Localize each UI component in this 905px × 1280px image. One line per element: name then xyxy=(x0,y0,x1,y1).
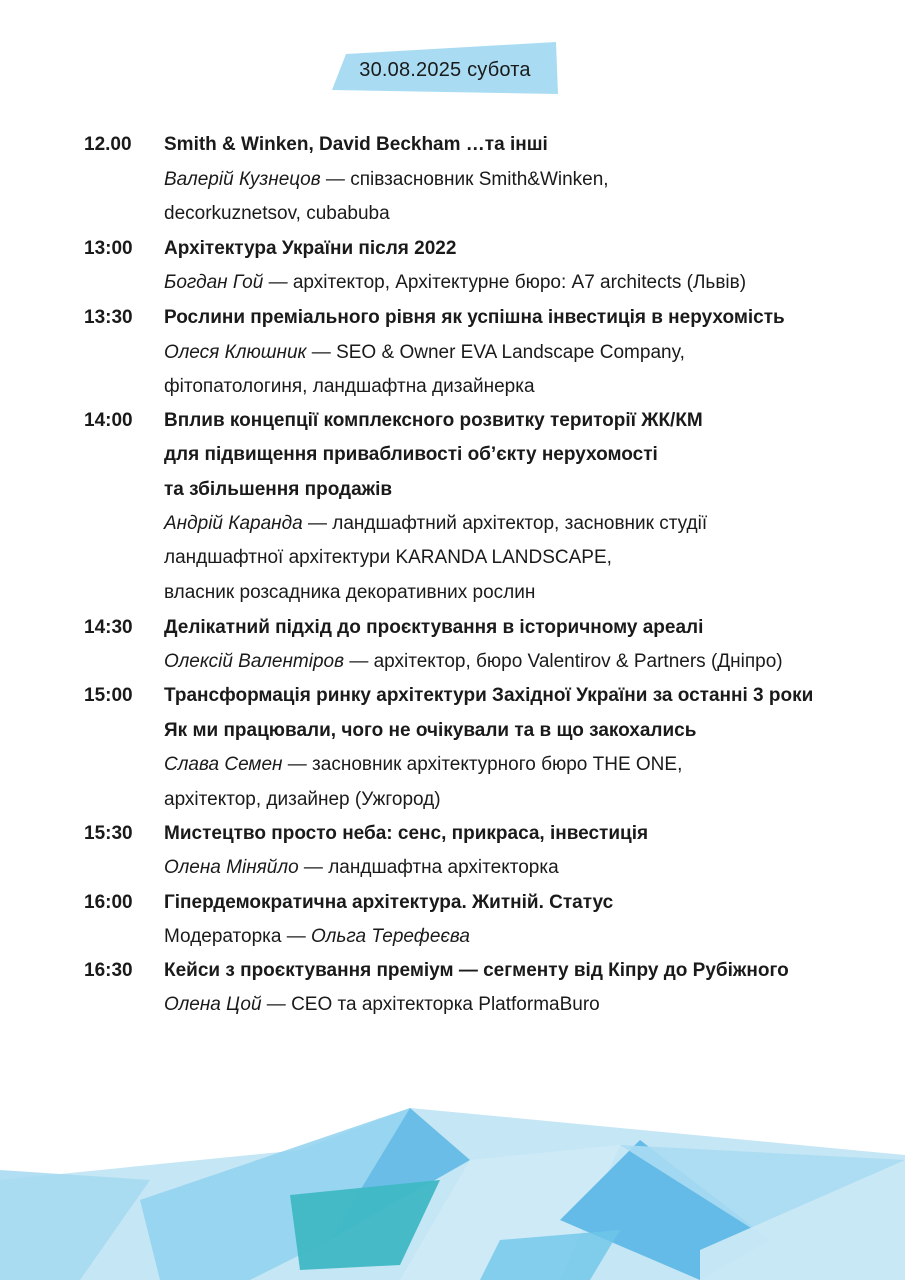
session-title: для підвищення привабливості об’єкту нерухомості xyxy=(164,444,658,465)
speaker-role: — засновник архітектурного бюро THE ONE, xyxy=(282,754,683,775)
speaker-role: — архітектор, бюро Valentirov & Partners (Дніпро) xyxy=(344,651,783,672)
session-title: Мистецтво просто неба: сенс, прикраса, інвестиція xyxy=(164,823,649,844)
date-label: 30.08.2025 субота xyxy=(359,58,531,81)
session-time: 15:30 xyxy=(84,823,133,844)
speaker-role-continued: архітектор, дизайнер (Ужгород) xyxy=(164,789,441,810)
speaker-name: Олексій Валентіров xyxy=(164,651,345,672)
speaker-role-continued: decorkuznetsov, cubabuba xyxy=(164,203,390,224)
session-title: Гіпердемократична архітектура. Житній. Статус xyxy=(164,892,614,913)
speaker-name: Слава Семен xyxy=(164,754,283,775)
session-time: 16:00 xyxy=(84,892,133,913)
footer-decoration xyxy=(0,1100,905,1280)
session-time: 15:00 xyxy=(84,685,133,706)
session-title: Кейси з проєктування преміум — сегменту від Кіпру до Рубіжного xyxy=(164,960,789,981)
speaker-line xyxy=(164,341,685,365)
speaker-name: Олеся Клюшник xyxy=(164,342,307,363)
session-title: Рослини преміального рівня як успішна інвестиція в нерухомість xyxy=(164,307,785,328)
speaker-name: Андрій Каранда xyxy=(164,513,303,534)
session-title: Як ми працювали, чого не очікували та в що закохались xyxy=(164,720,697,741)
speaker-line xyxy=(164,271,746,295)
speaker-line xyxy=(164,512,707,536)
moderator-label: Модераторка — xyxy=(164,926,312,947)
speaker-name: Валерій Кузнецов xyxy=(164,169,321,190)
session-time: 13:30 xyxy=(84,307,133,328)
session-time: 14:30 xyxy=(84,617,133,638)
speaker-role: — архітектор, Архітектурне бюро: A7 architects (Львів) xyxy=(263,272,747,293)
date-banner xyxy=(332,42,558,94)
session-title: Трансформація ринку архітектури Західної України за останні 3 роки xyxy=(164,685,814,706)
session-time: 14:00 xyxy=(84,410,133,431)
session-title: Делікатний підхід до проєктування в історичному ареалі xyxy=(164,617,704,638)
speaker-name: Богдан Гой xyxy=(164,272,264,293)
speaker-role: — CEO та архітекторка PlatformaBuro xyxy=(261,994,600,1015)
moderator-line xyxy=(164,925,470,949)
session-time: 13:00 xyxy=(84,238,133,259)
speaker-role-continued: фітопатологиня, ландшафтна дизайнерка xyxy=(164,376,535,397)
session-title: Вплив концепції комплексного розвитку території ЖК/КМ xyxy=(164,410,703,431)
session-time: 12.00 xyxy=(84,134,132,155)
speaker-name: Олена Міняйло xyxy=(164,857,299,878)
session-time: 16:30 xyxy=(84,960,133,981)
moderator-name: Ольга Терефеєва xyxy=(311,926,470,947)
session-title: та збільшення продажів xyxy=(164,479,393,500)
session-title: Smith & Winken, David Beckham …та інші xyxy=(164,134,548,155)
speaker-name: Олена Цой xyxy=(164,994,262,1015)
speaker-line xyxy=(164,168,609,192)
speaker-role-continued: ландшафтної архітектури KARANDA LANDSCAPE, xyxy=(164,547,612,568)
speaker-role: — ландшафтний архітектор, засновник студії xyxy=(302,513,708,534)
speaker-line xyxy=(164,650,783,674)
speaker-line xyxy=(164,753,682,777)
speaker-line xyxy=(164,993,600,1017)
session-title: Архітектура України після 2022 xyxy=(164,238,457,259)
speaker-role: — співзасновник Smith&Winken, xyxy=(320,169,609,190)
speaker-role-continued: власник розсадника декоративних рослин xyxy=(164,582,536,603)
speaker-role: — ландшафтна архітекторка xyxy=(298,857,559,878)
speaker-role: — SEO & Owner EVA Landscape Company, xyxy=(306,342,685,363)
speaker-line xyxy=(164,856,559,880)
